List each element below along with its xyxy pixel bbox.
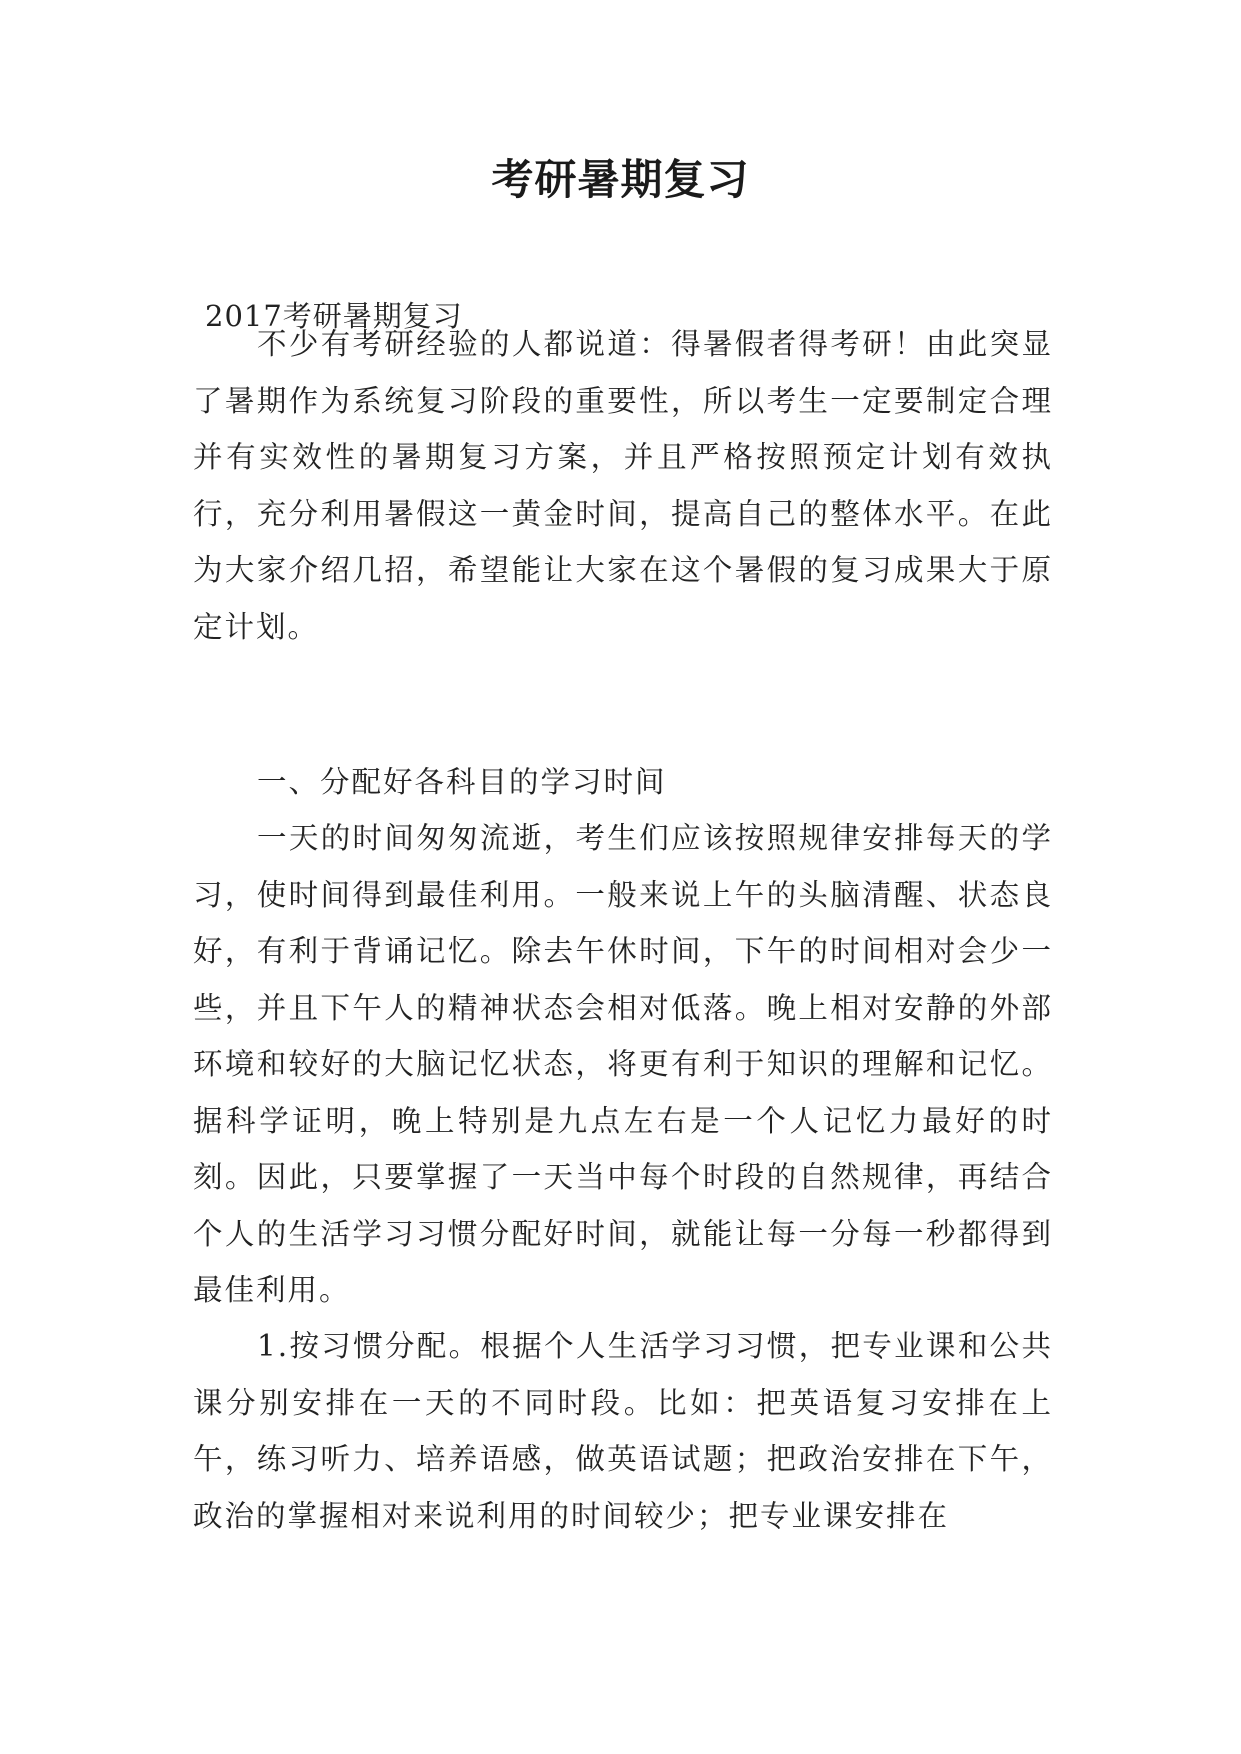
document-subtitle: 2017考研暑期复习 — [205, 299, 463, 333]
document-title: 考研暑期复习 — [491, 155, 750, 204]
paragraph-intro-block — [193, 316, 1053, 655]
section-heading-1: 一、分配好各科目的学习时间 — [257, 765, 667, 799]
paragraph-habit-block — [193, 1318, 1053, 1544]
paragraph-time-block — [193, 810, 1053, 1319]
paragraph-intro: 不少有考研经验的人都说道：得暑假者得考研！由此突显了暑期作为系统复习阶段的重要性，所以考生一定要制定合理并有实效性的暑期复习方案，并且严格按照预定计划有效执行，充分利用暑假这一黄金时间，提高自己的整体水平。在此为大家介绍几招，希望能让大家在这个暑假的复习成果大于原定计划。 — [193, 327, 1053, 644]
section-heading-block — [193, 754, 1053, 811]
paragraph-time: 一天的时间匆匆流逝，考生们应该按照规律安排每天的学习，使时间得到最佳利用。一般来说上午的头脑清醒、状态良好，有利于背诵记忆。除去午休时间，下午的时间相对会少一些，并且下午人的精神状态会相对低落。晚上相对安静的外部环境和较好的大脑记忆状态，将更有利于知识的理解和记忆。据科学证明，晚上特别是九点左右是一个人记忆力最好的时刻。因此，只要掌握了一天当中每个时段的自然规律，再结合个人的生活学习习惯分配好时间，就能让每一分每一秒都得到最佳利用。 — [193, 821, 1053, 1307]
paragraph-habit: 1.按习惯分配。根据个人生活学习习惯，把专业课和公共课分别安排在一天的不同时段。比如：把英语复习安排在上午，练习听力、培养语感，做英语试题；把政治安排在下午，政治的掌握相对来说利用的时间较少；把专业课安排在 — [193, 1329, 1053, 1533]
